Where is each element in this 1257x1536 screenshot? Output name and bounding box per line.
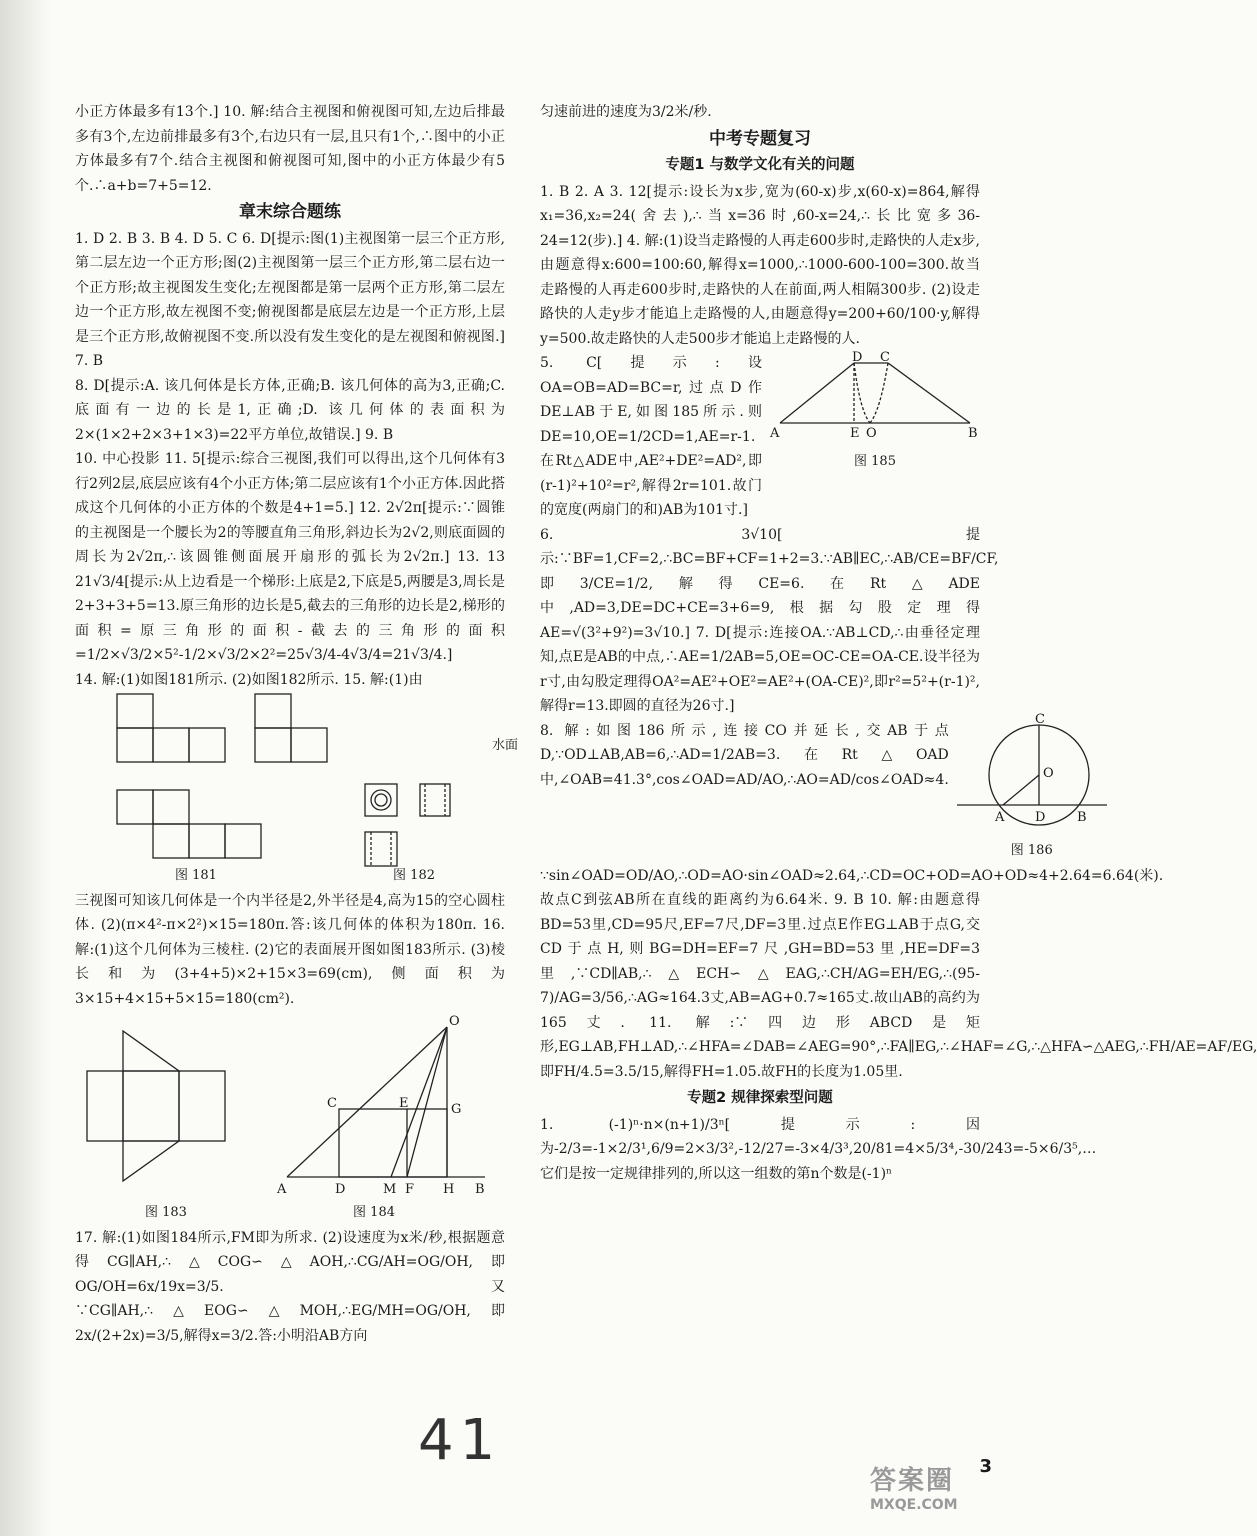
figure-181-182-drawing [75,692,505,864]
label-M: M [383,1182,397,1197]
topic-heading: 专题2 规律探索型问题 [687,1090,833,1106]
figure-captions [75,864,505,889]
figure-184-caption: 图 184 [353,1205,395,1220]
paragraph: 6. 3√10[提示:∵BF=1,CF=2,∴BC=BF+CF=1+2=3.∵AB∥EC,∴AB/CE=BF/CF,即3/CE=1/2,解得CE=6.在Rt△ADE中,AD=3,DE=DC+CE=3+6=9,根据勾股定理得AE=√(3²+9²)=3√10.] 7. D[提示:连接OA.∵AB⊥CD,∴由垂径定理知,点E是AB的中点,∴AE=1/2AB=5,OE=OC-CE=OA-CE.设半径为r寸,由勾股定理得OA²=AE²+OE²=AE²+(OA-CE)²,即r²=5²+(r-1)²,解得r=13.即圆的直径为26寸.] [540,526,999,714]
topic-heading: 专题1 与数学文化有关的问题 [665,157,855,173]
paragraph: 5. C[提示:设OA=OB=AD=BC=r,过点D作DE⊥AB于E,如图185所示.则DE=10,OE=1/2CD=1,AE=r-1.在Rt△ADE中,AE²+DE²=AD²,即(r-1)²+10²=r²,解得2r=101.故门的宽度(两扇门的和)AB为101寸.] [540,355,762,518]
problem-8-block [540,711,1087,864]
section-heading: 中考专题复习 [709,128,811,149]
label-A: A [994,809,1005,825]
label-O: O [1042,765,1054,781]
paragraph: 8. D[提示:A. 该几何体是长方体,正确;B. 该几何体的高为3,正确;C. 底面有一边的长是1,正确;D. 该几何体的表面积为2×(1×2+2×3+1×3)=22平方单位,故错误.] 9. B [75,377,505,443]
paragraph: 1. B 2. A 3. 12[提示:设长为x步,宽为(60-x)步,x(60-x)=864,解得x₁=36,x₂=24(舍去),∴当x=36时,60-x=24,∴长比宽多36-24=12(步).] 4. 解:(1)设当走路慢的人再走600步时,走路快的人走x步,由题意得x:600=100:60,解得x=1000,∴1000-600-100=300.故当走路慢的人再走600步时,走路快的人在前面,两人相隔300步. (2)设走路快的人走y步才能追上走路慢的人,由题意得y=200+60/100·y,解得y=500.故走路快的人走500步才能追上走路慢的人. [540,183,980,347]
figure-186-labels [994,712,1087,825]
figure-186-caption: 图 186 [1010,843,1053,858]
paragraph: 小正方体最多有13个.] 10. 解:结合主视图和俯视图可知,左边后排最多有3个,左边前排最多有3个,右边只有一层,且只有1个,∴图中的小正方体最多有7个.结合主视图和俯视图可知,图中的小正方体最少有5个.∴a+b=7+5=12. [75,104,505,194]
paragraph: 1. D 2. B 3. B 4. D 5. C 6. D[提示:图(1)主视图第一层三个正方形,第二层左边一个正方形;图(2)主视图第一层三个正方形,第二层右边一个正方形;故主视图发生变化;左视图都是第一层两个正方形,第二层左边一个正方形,故左视图不变;俯视图都是底层左边是一个正方形,上层是三个正方形,故俯视图不变.所以没有发生变化的是左视图和俯视图.] 7. B [75,230,505,369]
label-C: C [1034,711,1045,727]
figure-185 [770,351,980,523]
label-A: A [277,1182,287,1197]
label-E: E [399,1096,409,1111]
paragraph: 1. (-1)ⁿ·n×(n+1)/3ⁿ[提示:因为-2/3=-1×2/3¹,6/9=2×3/3²,-12/27=-3×4/3³,20/81=4×5/3⁴,-30/243=-5×6/3⁵,…它们是按一定规律排列的,所以这一组数的第n个数是(-1)ⁿ [540,1116,1097,1182]
figure-185-caption: 图 185 [854,453,896,469]
paragraph: 匀速前进的速度为3/2米/秒. [540,104,712,120]
figure-186 [957,711,1107,864]
label-F: F [405,1182,415,1197]
figure-185-drawing [770,351,980,441]
paragraph: 8. 解:如图186所示,连接CO并延长,交AB于点D,∵OD⊥AB,AB=6,∴AD=1/2AB=3.在Rt△OAD中,∠OAB=41.3°,cos∠OAD=AD/AO,∴AO=AD/cos∠OAD≈4. [540,722,949,788]
label-D: D [335,1182,346,1197]
paragraph: 三视图可知该几何体是一个内半径是2,外半径是4,高为15的空心圆柱体. (2)(π×4²-π×2²)×15=180π.答:该几何体的体积为180π. 16. 解:(1)这个几何体为三棱柱. (2)它的表面展开图如图183所示. (3)棱长和为(3+4+5)×2+15×3=69(cm),侧面积为3×15+4×15+5×15=180(cm²). [75,892,505,1007]
watermark-url: MXQE.COM [870,1497,958,1513]
label-H: H [443,1182,455,1197]
label-B: B [1076,809,1087,825]
label-D: D [1034,809,1046,825]
label-C: C [880,350,890,365]
label-E: E [850,426,860,441]
label-B: B [968,426,978,441]
paragraph: 10. 中心投影 11. 5[提示:综合三视图,我们可以得出,这个几何体有3行2列2层,底层应该有4个小正方体;第二层应该有1个小正方体.因此搭成这个几何体的小正方体的个数是4+1=5.] 12. 2√2π[提示:∵圆锥的主视图是一个腰长为2的等腰直角三角形,斜边长为2√2,则底面圆的周长为2√2π,∴该圆锥侧面展开扇形的弧长为2√2π.] 13. 13 21√3/4[提示:从上边看是一个梯形:上底是2,下底是5,两腰是3,周长是2+3+3+5=13.原三角形的边长是5,截去的三角形的边长是2,梯形的面积=原三角形的面积-截去的三角形的面积 =1/2×√3/2×5²-1/2×√3/2×2²=25√3/4-4√3/4=21√3/4.] [75,451,505,663]
figure-captions [75,1201,505,1226]
figures-183-184 [75,1011,505,1201]
left-column [75,100,505,1348]
paragraph: 17. 解:(1)如图184所示,FM即为所求. (2)设速度为x米/秒,根据题意得CG∥AH,∴△COG∽△AOH,∴CG/AH=OG/OH,即OG/OH=6x/19x=3/5.又∵CG∥AH,∴△EOG∽△MOH,∴EG/MH=OG/OH,即2x/(2+2x)=3/5,解得x=3/2.答:小明沿AB方向 [75,1229,505,1344]
watermark-title: 答案圈 [870,1466,955,1496]
figures-181-182 [75,692,505,864]
water-surface-label: 水面 [492,737,519,753]
watermark-logo [870,1460,990,1528]
figure-184-labels [276,1014,485,1197]
problem-5-block [540,351,980,523]
label-A: A [770,426,780,441]
label-O: O [449,1014,460,1029]
book-spine-edge [0,0,52,1536]
section-heading: 章末综合题练 [239,202,341,222]
paragraph: ∵sin∠OAD=OD/AO,∴OD=AO·sin∠OAD≈2.64,∴CD=OC+OD=AO+OD≈4+2.64=6.64(米).故点C到弦AB所在直线的距离约为6.64米. 9. B 10. 解:由题意得BD=53里,CD=95尺,EF=7尺,DF=3里.过点E作EG⊥AB于点G,交CD于点H,则BG=DH=EF=7尺,GH=BD=53里,HE=DF=3里,∵CD∥AB,∴△ECH∽△EAG,∴CH/AG=EH/EG,∴(95-7)/AG=3/56,∴AG≈164.3丈,AB=AG+0.7≈165丈.故山AB的高约为165丈. 11. 解:∵四边形ABCD是矩形,EG⊥AB,FH⊥AD,∴∠HFA=∠DAB=∠AEG=90°,∴FA∥EG,∴∠HAF=∠G,∴△HFA∽△AEG,∴FH/AE=AF/EG,即FH/4.5=3.5/15,解得FH=1.05.故FH的长度为1.05里. [540,867,1257,1080]
paragraph: 14. 解:(1)如图181所示. (2)如图182所示. 15. 解:(1)由 [75,671,423,688]
right-column [492,100,1257,1186]
label-B: B [475,1182,485,1197]
page-number: 3 [979,1456,992,1477]
label-C: C [327,1096,337,1111]
figure-183-caption: 图 183 [145,1205,187,1220]
label-G: G [451,1102,462,1117]
label-D: D [852,350,863,365]
handwritten-page-mark: 41 [418,1408,502,1473]
figure-183-184-drawing [75,1011,505,1201]
figure-181-caption: 图 181 [175,868,217,883]
figure-182-caption: 图 182 [393,868,435,883]
label-O: O [866,426,877,441]
figure-186-drawing [957,711,1107,831]
